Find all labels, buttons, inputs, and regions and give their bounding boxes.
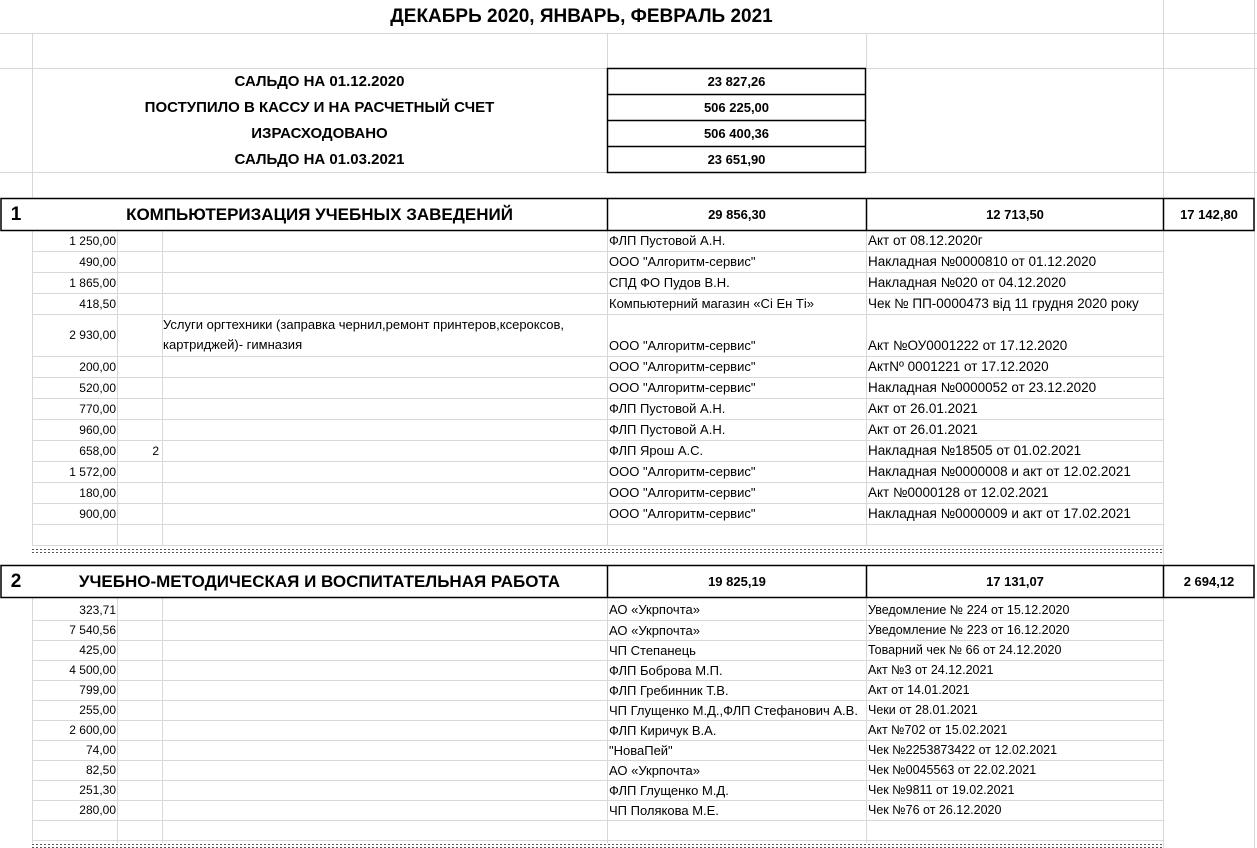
row-supplier[interactable]: АО «Укрпочта»	[609, 623, 700, 638]
row-document[interactable]: Уведомление № 223 от 16.12.2020	[868, 623, 1070, 637]
row-amount[interactable]: 960,00	[79, 423, 116, 437]
row-supplier[interactable]: ФЛП Пустовой А.Н.	[609, 422, 726, 437]
section-2-total-budget[interactable]: 19 825,19	[708, 574, 766, 589]
row-quantity[interactable]	[118, 231, 159, 252]
row-amount[interactable]: 1 865,00	[69, 276, 116, 290]
row-document[interactable]: Акт от 08.12.2020г	[868, 233, 983, 248]
row-amount[interactable]: 82,50	[85, 763, 116, 777]
row-supplier[interactable]: ООО "Алгоритм-сервис"	[609, 359, 756, 374]
row-quantity[interactable]	[118, 721, 159, 741]
row-quantity[interactable]	[118, 600, 159, 621]
summary-label-spent: ИЗРАСХОДОВАНО	[251, 125, 388, 142]
section-1-total-spent[interactable]: 12 713,50	[986, 207, 1044, 222]
row-amount[interactable]: 180,00	[79, 486, 116, 500]
row-amount[interactable]: 200,00	[79, 360, 116, 374]
row-supplier[interactable]: ООО "Алгоритм-сервис"	[609, 338, 756, 353]
row-quantity[interactable]	[118, 252, 159, 273]
row-quantity[interactable]	[118, 315, 159, 357]
row-description[interactable]: Услуги оргтехники (заправка чернил,ремонт принтеров,ксероксов,	[163, 317, 565, 332]
row-quantity[interactable]	[118, 483, 159, 504]
section-1-title: КОМПЬЮТЕРИЗАЦИЯ УЧЕБНЫХ ЗАВЕДЕНИЙ	[126, 205, 513, 224]
row-quantity[interactable]	[118, 399, 159, 420]
row-amount[interactable]: 323,71	[79, 603, 116, 617]
row-description-continued[interactable]: картриджей)- гимназия	[163, 337, 303, 352]
row-amount[interactable]: 74,00	[85, 743, 116, 757]
summary-value-opening-balance[interactable]: 23 827,26	[707, 74, 766, 89]
row-document[interactable]: Акт №ОУ0001222 от 17.12.2020	[868, 338, 1068, 353]
row-amount[interactable]: 251,30	[79, 783, 116, 797]
row-document[interactable]: АктNº 0001221 от 17.12.2020	[868, 359, 1049, 374]
row-quantity[interactable]	[118, 420, 159, 441]
row-quantity[interactable]	[118, 801, 159, 821]
row-quantity[interactable]	[118, 761, 159, 781]
summary-value-income[interactable]: 506 225,00	[703, 100, 770, 115]
row-supplier[interactable]: ФЛП Пустовой А.Н.	[609, 401, 726, 416]
summary-label-opening-balance: САЛЬДО НА 01.12.2020	[234, 73, 405, 90]
row-document[interactable]: Чек №0045563 от 22.02.2021	[868, 763, 1037, 777]
row-document[interactable]: Накладная №0000009 и акт от 17.02.2021	[868, 506, 1131, 521]
row-amount[interactable]: 490,00	[79, 255, 116, 269]
row-document[interactable]: Накладная №020 от 04.12.2020	[868, 275, 1067, 290]
page-title: ДЕКАБРЬ 2020, ЯНВАРЬ, ФЕВРАЛЬ 2021	[390, 6, 773, 27]
row-amount[interactable]: 2 600,00	[69, 723, 116, 737]
row-amount[interactable]: 520,00	[79, 381, 116, 395]
row-supplier[interactable]: ФЛП Пустовой А.Н.	[609, 233, 726, 248]
row-document[interactable]: Уведомление № 224 от 15.12.2020	[868, 603, 1070, 617]
row-supplier[interactable]: ЧП Степанець	[609, 643, 696, 658]
row-supplier[interactable]: АО «Укрпочта»	[609, 602, 700, 617]
summary-label-closing-balance: САЛЬДО НА 01.03.2021	[234, 151, 405, 168]
row-quantity[interactable]	[118, 661, 159, 681]
row-supplier[interactable]: ООО "Алгоритм-сервис"	[609, 380, 756, 395]
section-1-number: 1	[10, 204, 22, 225]
row-supplier[interactable]: СПД ФО Пудов В.Н.	[609, 275, 730, 290]
row-document[interactable]: Накладная №18505 от 01.02.2021	[868, 443, 1082, 458]
row-amount[interactable]: 255,00	[79, 703, 116, 717]
row-quantity[interactable]	[118, 462, 159, 483]
row-quantity[interactable]	[118, 621, 159, 641]
row-quantity[interactable]: 2	[152, 444, 159, 458]
row-amount[interactable]: 658,00	[79, 444, 116, 458]
row-supplier[interactable]: ООО "Алгоритм-сервис"	[609, 485, 756, 500]
row-supplier[interactable]: ООО "Алгоритм-сервис"	[609, 254, 756, 269]
summary-value-spent[interactable]: 506 400,36	[703, 126, 770, 141]
row-quantity[interactable]	[118, 741, 159, 761]
row-supplier[interactable]: ЧП Полякова М.Е.	[609, 803, 719, 818]
row-amount[interactable]: 1 250,00	[69, 234, 116, 248]
row-document[interactable]: Накладная №0000052 от 23.12.2020	[868, 380, 1097, 395]
row-supplier[interactable]: ООО "Алгоритм-сервис"	[609, 464, 756, 479]
row-supplier[interactable]: "НоваПей"	[609, 743, 673, 758]
row-supplier[interactable]: ЧП Глущенко М.Д.,ФЛП Стефанович А.В.	[609, 703, 858, 718]
row-quantity[interactable]	[118, 273, 159, 294]
row-supplier[interactable]: ФЛП Киричук В.А.	[609, 723, 717, 738]
row-supplier[interactable]: ФЛП Гребинник Т.В.	[609, 683, 729, 698]
section-1-total-remaining[interactable]: 17 142,80	[1180, 207, 1238, 222]
row-supplier[interactable]: АО «Укрпочта»	[609, 763, 700, 778]
row-amount[interactable]: 418,50	[79, 297, 116, 311]
row-amount[interactable]: 7 540,56	[69, 623, 116, 637]
row-supplier[interactable]: ФЛП Боброва М.П.	[609, 663, 723, 678]
row-document[interactable]: Акт от 26.01.2021	[868, 422, 978, 437]
row-document[interactable]: Чек №2253873422 от 12.02.2021	[868, 743, 1058, 757]
row-amount[interactable]: 2 930,00	[69, 328, 116, 342]
row-document[interactable]: Акт №0000128 от 12.02.2021	[868, 485, 1049, 500]
row-quantity[interactable]	[118, 781, 159, 801]
row-document[interactable]: Акт от 26.01.2021	[868, 401, 978, 416]
row-document[interactable]: Накладная №0000810 от 01.12.2020	[868, 254, 1097, 269]
row-document[interactable]: Чек № ПП-0000473 від 11 грудня 2020 року	[868, 296, 1139, 311]
row-amount[interactable]: 425,00	[79, 643, 116, 657]
row-amount[interactable]: 799,00	[79, 683, 116, 697]
row-amount[interactable]: 900,00	[79, 507, 116, 521]
row-quantity[interactable]	[118, 294, 159, 315]
row-quantity[interactable]	[118, 357, 159, 378]
row-supplier[interactable]: ФЛП Ярош А.С.	[609, 443, 704, 458]
row-document[interactable]: Акт №702 от 15.02.2021	[868, 723, 1008, 737]
row-document[interactable]: Чеки от 28.01.2021	[868, 703, 978, 717]
row-quantity[interactable]	[118, 641, 159, 661]
row-quantity[interactable]	[118, 504, 159, 525]
row-amount[interactable]: 1 572,00	[69, 465, 116, 479]
row-quantity[interactable]	[118, 378, 159, 399]
row-amount[interactable]: 280,00	[79, 803, 116, 817]
row-supplier[interactable]: ФЛП Глущенко М.Д.	[609, 783, 729, 798]
summary-label-income: ПОСТУПИЛО В КАССУ И НА РАСЧЕТНЫЙ СЧЕТ	[144, 99, 495, 116]
row-quantity[interactable]	[118, 701, 159, 721]
section-2-total-remaining[interactable]: 2 694,12	[1183, 574, 1235, 589]
summary-value-closing-balance[interactable]: 23 651,90	[707, 152, 766, 167]
row-amount[interactable]: 770,00	[79, 402, 116, 416]
row-document[interactable]: Акт №3 от 24.12.2021	[868, 663, 994, 677]
row-quantity[interactable]	[118, 681, 159, 701]
section-1-total-budget[interactable]: 29 856,30	[708, 207, 766, 222]
row-document[interactable]: Акт от 14.01.2021	[868, 683, 970, 697]
row-document[interactable]: Товарний чек № 66 от 24.12.2020	[868, 643, 1062, 657]
row-document[interactable]: Накладная №0000008 и акт от 12.02.2021	[868, 464, 1131, 479]
row-document[interactable]: Чек №9811 от 19.02.2021	[868, 783, 1015, 797]
row-supplier[interactable]: ООО "Алгоритм-сервис"	[609, 506, 756, 521]
section-2-total-spent[interactable]: 17 131,07	[986, 574, 1044, 589]
row-supplier[interactable]: Компьютерний магазин «Сі Ен Ті»	[609, 296, 814, 311]
row-amount[interactable]: 4 500,00	[69, 663, 116, 677]
section-2-title: УЧЕБНО-МЕТОДИЧЕСКАЯ И ВОСПИТАТЕЛЬНАЯ РАБОТА	[78, 572, 561, 591]
section-2-number: 2	[10, 571, 22, 592]
row-document[interactable]: Чек №76 от 26.12.2020	[868, 803, 1002, 817]
